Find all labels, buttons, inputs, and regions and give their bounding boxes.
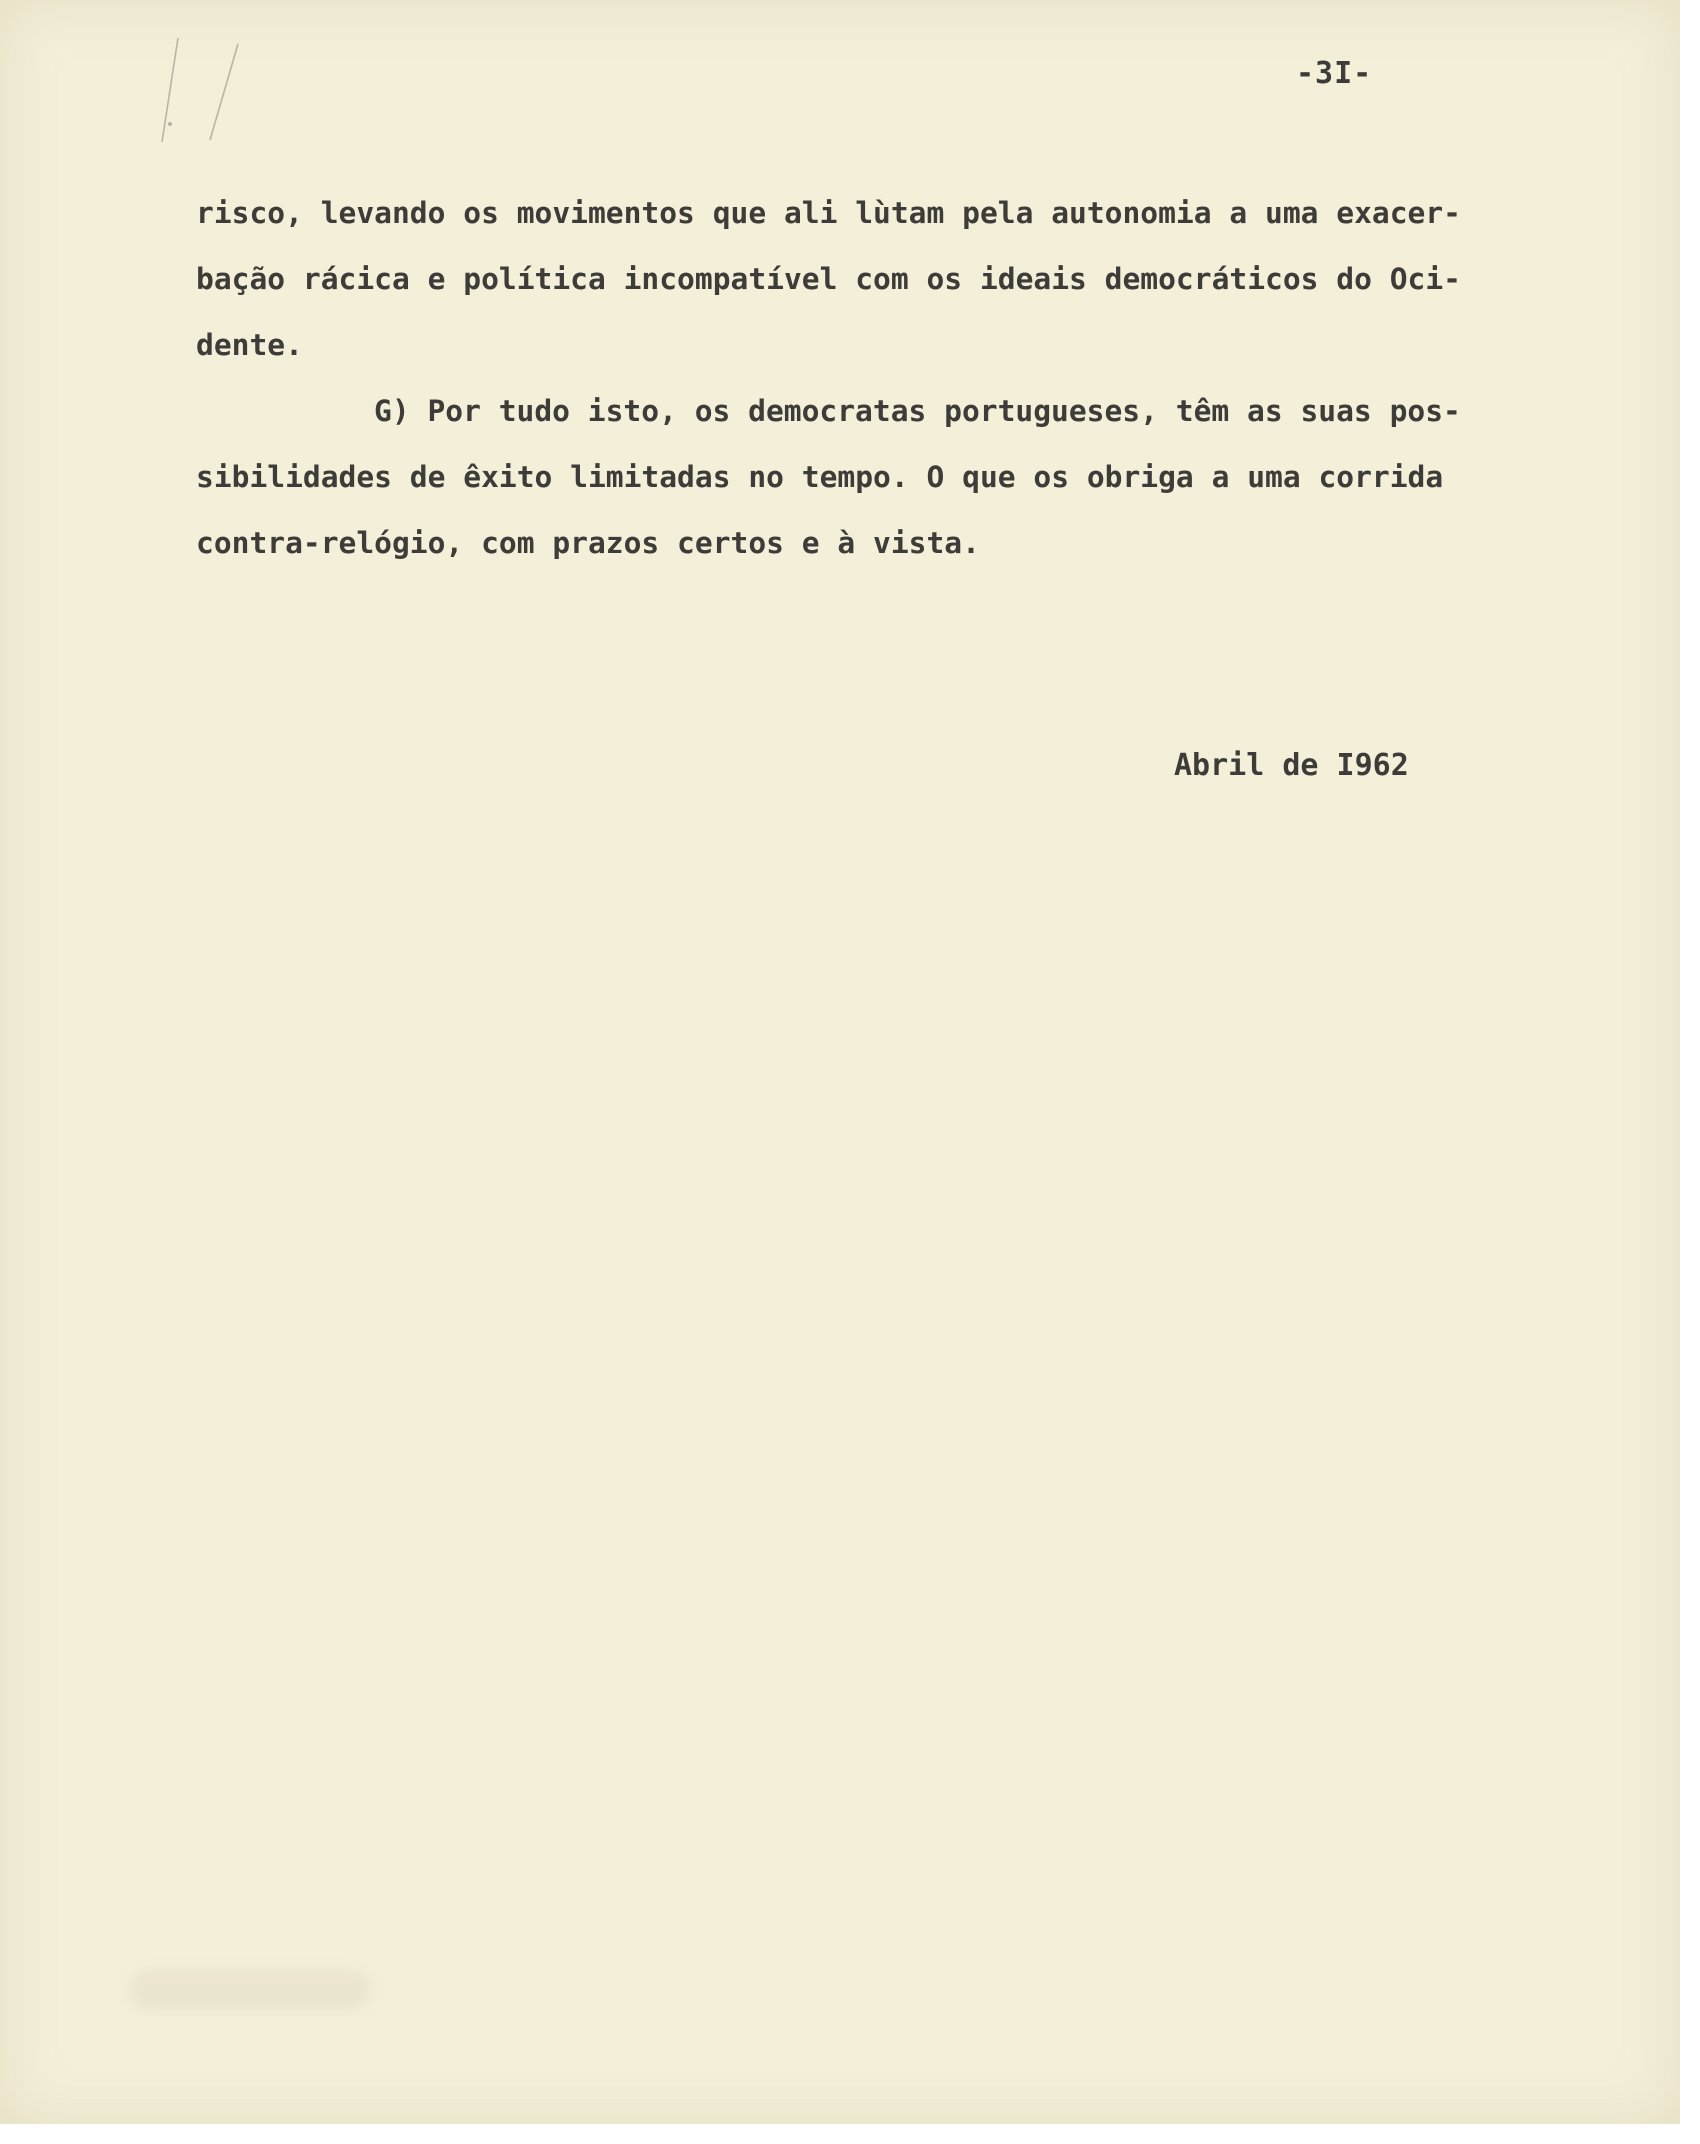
faint-smudge bbox=[130, 1970, 370, 2010]
text-line: risco, levando os movimentos que ali lùtam pela autonomia a uma exacer- bbox=[196, 196, 1462, 230]
text-line: G) Por tudo isto, os democratas portugueses, têm as suas pos- bbox=[374, 394, 1461, 428]
text-line: bação rácica e política incompatível com os ideais democráticos do Oci- bbox=[196, 262, 1462, 296]
text-line: contra-relógio, com prazos certos e à vista. bbox=[196, 526, 980, 560]
body-text bbox=[196, 180, 1656, 576]
paragraph-first-line bbox=[196, 378, 1656, 444]
document-date: Abril de I962 bbox=[1174, 748, 1409, 783]
page-number: -3I- bbox=[1296, 56, 1373, 91]
text-line: sibilidades de êxito limitadas no tempo. O que os obriga a uma corrida bbox=[196, 460, 1444, 494]
pencil-mark bbox=[150, 30, 250, 150]
scan-margin bbox=[1680, 0, 1700, 2144]
text-line: dente. bbox=[196, 328, 303, 362]
